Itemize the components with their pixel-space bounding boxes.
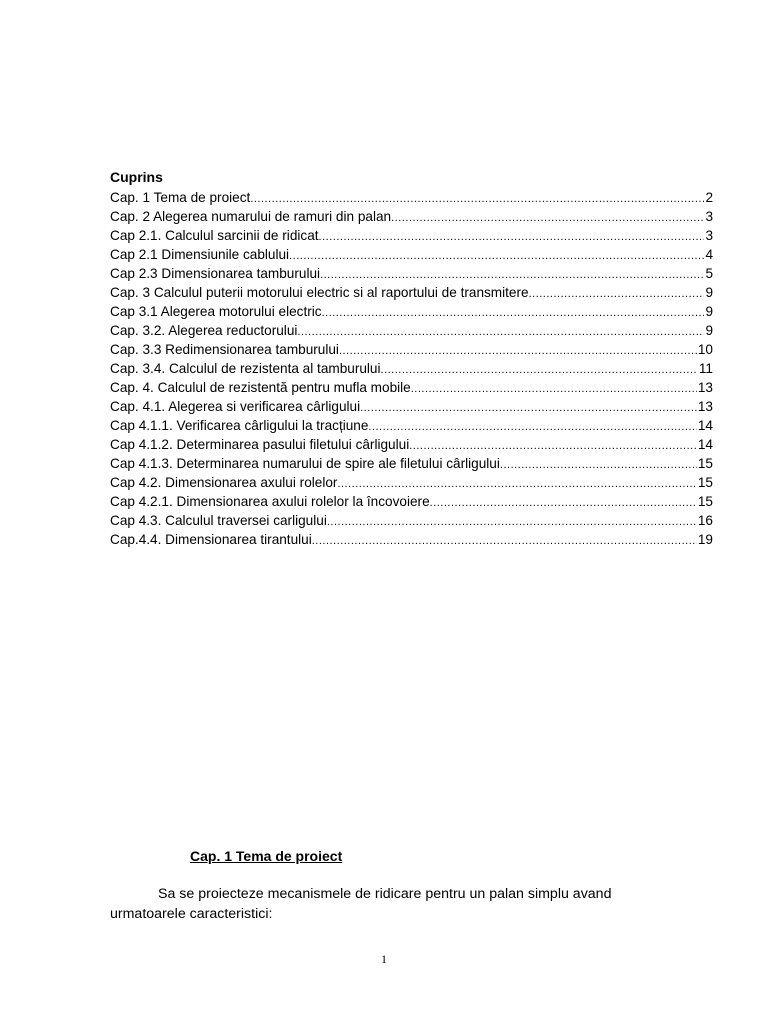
toc-entry bbox=[110, 226, 713, 245]
toc-entry-page: 14 bbox=[697, 437, 713, 452]
toc-entry bbox=[110, 530, 713, 549]
toc-leader-dots bbox=[319, 228, 705, 247]
toc-entry-text: Cap 4.2.1. Dimensionarea axului rolelor la încovoiere bbox=[110, 494, 430, 509]
toc-leader-dots bbox=[297, 323, 704, 342]
toc-entry-text: Cap 4.2. Dimensionarea axului rolelor bbox=[110, 475, 338, 490]
toc-entry bbox=[110, 435, 713, 454]
toc-entry bbox=[110, 397, 713, 416]
toc-leader-dots bbox=[322, 304, 705, 323]
toc-entry-text: Cap 2.1 Dimensiunile cablului bbox=[110, 247, 290, 262]
toc-entry bbox=[110, 473, 713, 492]
toc-entry-page: 15 bbox=[697, 494, 713, 509]
toc-entry bbox=[110, 245, 713, 264]
toc-leader-dots bbox=[381, 361, 698, 380]
toc-leader-dots bbox=[500, 456, 697, 475]
toc-entry-page: 14 bbox=[697, 418, 713, 433]
table-of-contents bbox=[110, 188, 713, 549]
toc-entry-text: Cap 4.1.3. Determinarea numarului de spire ale filetului cârligului bbox=[110, 456, 500, 471]
toc-entry-text: Cap 2.1. Calculul sarcinii de ridicat bbox=[110, 228, 319, 243]
toc-entry-page: 9 bbox=[705, 304, 713, 319]
toc-entry bbox=[110, 454, 713, 473]
toc-leader-dots bbox=[360, 399, 697, 418]
toc-leader-dots bbox=[312, 532, 697, 551]
toc-entry bbox=[110, 378, 713, 397]
toc-entry-page: 5 bbox=[705, 266, 713, 281]
toc-entry-page: 10 bbox=[697, 342, 713, 357]
toc-entry-page: 3 bbox=[705, 209, 713, 224]
toc-entry-page: 13 bbox=[697, 399, 713, 414]
toc-entry-text: Cap. 4.1. Alegerea si verificarea cârligului bbox=[110, 399, 361, 414]
toc-entry-page: 9 bbox=[705, 285, 713, 300]
toc-entry-text: Cap 4.1.1. Verificarea cârligului la tracțiune bbox=[110, 418, 369, 433]
toc-title: Cuprins bbox=[110, 169, 163, 185]
toc-entry bbox=[110, 321, 713, 340]
toc-entry bbox=[110, 302, 713, 321]
section-heading: Cap. 1 Tema de proiect bbox=[190, 848, 343, 864]
toc-entry-text: Cap. 4. Calculul de rezistentă pentru mufla mobile bbox=[110, 380, 411, 395]
toc-entry bbox=[110, 283, 713, 302]
toc-entry bbox=[110, 416, 713, 435]
toc-entry-text: Cap 2.3 Dimensionarea tamburului bbox=[110, 266, 321, 281]
page-number: 1 bbox=[381, 952, 387, 966]
toc-entry bbox=[110, 359, 713, 378]
toc-leader-dots bbox=[391, 209, 704, 228]
toc-entry-text: Cap. 1 Tema de proiect bbox=[110, 190, 251, 205]
toc-leader-dots bbox=[368, 418, 696, 437]
toc-entry-text: Cap. 3.2. Alegerea reductorului bbox=[110, 323, 298, 338]
toc-entry-page: 16 bbox=[697, 513, 713, 528]
toc-entry-page: 9 bbox=[705, 323, 713, 338]
toc-entry-page: 2 bbox=[705, 190, 713, 205]
toc-entry-text: Cap. 2 Alegerea numarului de ramuri din palan bbox=[110, 209, 392, 224]
toc-entry-text: Cap. 3 Calculul puterii motorului electric si al raportului de transmitere bbox=[110, 285, 529, 300]
toc-leader-dots bbox=[430, 494, 697, 513]
toc-entry bbox=[110, 188, 713, 207]
toc-entry-page: 19 bbox=[697, 532, 713, 547]
toc-entry-text: Cap. 3.3 Redimensionarea tamburului bbox=[110, 342, 339, 357]
toc-leader-dots bbox=[529, 285, 705, 304]
toc-entry-page: 15 bbox=[697, 475, 713, 490]
toc-entry-text: Cap 4.3. Calculul traversei carligului bbox=[110, 513, 327, 528]
toc-entry-page: 13 bbox=[697, 380, 713, 395]
toc-entry-text: Cap. 3.4. Calculul de rezistenta al tamburului bbox=[110, 361, 381, 376]
toc-entry-text: Cap 3.1 Alegerea motorului electric bbox=[110, 304, 322, 319]
body-paragraph: Sa se proiecteze mecanismele de ridicare pentru un palan simplu avand urmatoarele caracteristici: bbox=[110, 886, 612, 922]
toc-entry bbox=[110, 511, 713, 530]
toc-entry-page: 15 bbox=[697, 456, 713, 471]
toc-entry-page: 4 bbox=[705, 247, 713, 262]
toc-entry-page: 11 bbox=[698, 361, 713, 376]
toc-leader-dots bbox=[339, 342, 697, 361]
toc-entry-text: Cap.4.4. Dimensionarea tirantului bbox=[110, 532, 312, 547]
toc-leader-dots bbox=[289, 247, 704, 266]
toc-leader-dots bbox=[327, 513, 697, 532]
toc-entry-page: 3 bbox=[705, 228, 713, 243]
toc-entry-text: Cap 4.1.2. Determinarea pasului filetului cârligului bbox=[110, 437, 410, 452]
toc-entry bbox=[110, 264, 713, 283]
toc-leader-dots bbox=[411, 380, 697, 399]
toc-entry bbox=[110, 207, 713, 226]
toc-entry bbox=[110, 340, 713, 359]
toc-entry bbox=[110, 492, 713, 511]
